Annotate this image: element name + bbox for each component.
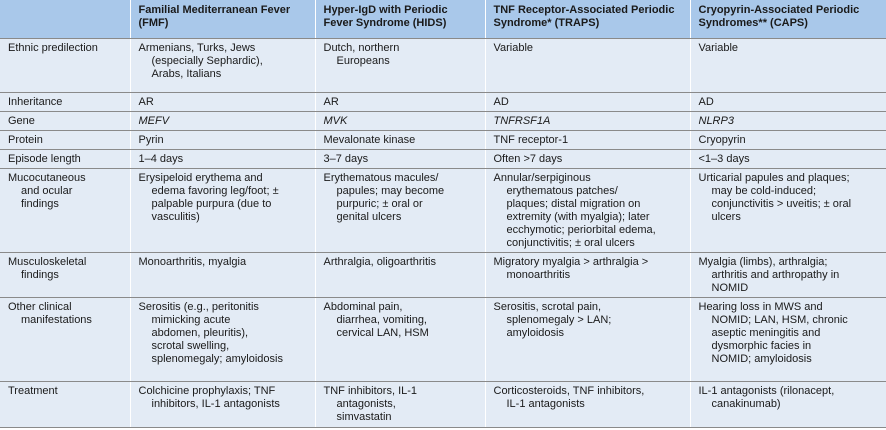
cell-line: AD [493,96,509,108]
cell-mucocutaneous-ocular-findings-fmf [130,169,315,253]
cell-line: 3–7 days [323,153,369,165]
cell-line: palpable purpura (due to [151,198,272,210]
cell-musculoskeletal-findings-fmf [130,253,315,298]
header-corner [0,0,130,39]
cell-line: aseptic meningitis and [711,327,821,339]
cell-line: Armenians, Turks, Jews [138,42,256,54]
cell-mucocutaneous-ocular-findings-caps [690,169,886,253]
cell-line: (especially Sephardic), [151,55,263,67]
cell-line: simvastatin [336,411,392,423]
cell-line: Myalgia (limbs), arthralgia; [698,256,828,268]
cell-protein-fmf [130,131,315,150]
cell-line: and ocular [21,185,73,197]
cell-line: Cryopyrin [698,134,746,146]
cell-line: scrotal swelling, [151,340,230,352]
cell-gene-caps [690,112,886,131]
cell-line: TNF inhibitors, IL-1 [323,385,418,397]
header-row [0,0,886,39]
row-label-gene [0,112,130,131]
cell-line: edema favoring leg/foot; ± [151,185,279,197]
cell-line: IL-1 antagonists (rilonacept, [698,385,835,397]
cell-line: manifestations [21,314,92,326]
cell-ethnic-predilection-caps [690,39,886,93]
row-label-inheritance [0,93,130,112]
cell-episode-length-traps [485,150,690,169]
cell-mucocutaneous-ocular-findings-traps [485,169,690,253]
header-traps: TNF Receptor-Associated Periodic Syndrome* (TRAPS) [485,0,690,39]
cell-treatment-caps [690,382,886,428]
row-protein [0,131,886,150]
cell-line: Inheritance [8,96,63,108]
cell-line: NOMID; LAN, HSM, chronic [711,314,848,326]
row-inheritance [0,93,886,112]
cell-line: AD [698,96,714,108]
header-fmf: Familial Mediterranean Fever (FMF) [130,0,315,39]
cell-line: splenomegaly; amyloidosis [151,353,283,365]
row-ethnic-predilection [0,39,886,93]
row-label-treatment [0,382,130,428]
cell-inheritance-traps [485,93,690,112]
cell-line: mimicking acute [151,314,231,326]
cell-inheritance-caps [690,93,886,112]
cell-line: Treatment [8,385,58,397]
cell-line: vasculitis) [151,211,200,223]
cell-inheritance-hids [315,93,485,112]
cell-line: Serositis, scrotal pain, [493,301,602,313]
row-musculoskeletal-findings [0,253,886,298]
cell-line: Arthralgia, oligoarthritis [323,256,436,268]
cell-line: AR [323,96,339,108]
cell-line: Often >7 days [493,153,563,165]
cell-other-clinical-manifestations-hids [315,298,485,382]
cell-line: Ethnic predilection [8,42,98,54]
cell-line: canakinumab) [711,398,781,410]
cell-other-clinical-manifestations-caps [690,298,886,382]
cell-line: Musculoskeletal [8,256,87,268]
cell-episode-length-fmf [130,150,315,169]
cell-mucocutaneous-ocular-findings-hids [315,169,485,253]
cell-musculoskeletal-findings-caps [690,253,886,298]
cell-gene-traps [485,112,690,131]
cell-line: 1–4 days [138,153,184,165]
cell-ethnic-predilection-traps [485,39,690,93]
cell-other-clinical-manifestations-fmf [130,298,315,382]
cell-line: NLRP3 [698,115,734,127]
header-hids: Hyper-IgD with Periodic Fever Syndrome (HIDS) [315,0,485,39]
cell-line: NOMID [711,282,749,294]
cell-line: AR [138,96,154,108]
cell-line: Europeans [336,55,390,67]
cell-line: Colchicine prophylaxis; TNF [138,385,276,397]
cell-line: diarrhea, vomiting, [336,314,427,326]
cell-gene-hids [315,112,485,131]
cell-line: TNF receptor-1 [493,134,569,146]
cell-protein-hids [315,131,485,150]
cell-line: Mevalonate kinase [323,134,416,146]
cell-musculoskeletal-findings-traps [485,253,690,298]
cell-line: extremity (with myalgia); later [506,211,650,223]
cell-line: dysmorphic facies in [711,340,812,352]
cell-line: erythematous patches/ [506,185,618,197]
cell-ethnic-predilection-fmf [130,39,315,93]
cell-line: <1–3 days [698,153,750,165]
row-label-mucocutaneous-ocular-findings [0,169,130,253]
cell-line: Abdominal pain, [323,301,403,313]
row-label-episode-length [0,150,130,169]
cell-protein-caps [690,131,886,150]
cell-line: Corticosteroids, TNF inhibitors, [493,385,645,397]
cell-line: antagonists, [336,398,396,410]
row-treatment [0,382,886,428]
cell-episode-length-caps [690,150,886,169]
header-caps: Cryopyrin-Associated Periodic Syndromes** (CAPS) [690,0,886,39]
cell-line: monoarthritis [506,269,571,281]
cell-inheritance-fmf [130,93,315,112]
row-label-protein [0,131,130,150]
cell-line: Arabs, Italians [151,68,222,80]
cell-line: inhibitors, IL-1 antagonists [151,398,280,410]
row-mucocutaneous-ocular-findings [0,169,886,253]
row-other-clinical-manifestations [0,298,886,382]
cell-line: Other clinical [8,301,72,313]
cell-line: Erysipeloid erythema and [138,172,263,184]
cell-line: Urticarial papules and plaques; [698,172,850,184]
cell-line: cervical LAN, HSM [336,327,429,339]
cell-line: conjunctivitis; ± oral ulcers [506,237,635,249]
cell-other-clinical-manifestations-traps [485,298,690,382]
cell-treatment-hids [315,382,485,428]
cell-line: MVK [323,115,348,127]
cell-line: genital ulcers [336,211,402,223]
cell-line: IL-1 antagonists [506,398,585,410]
cell-line: may be cold-induced; [711,185,817,197]
cell-line: Hearing loss in MWS and [698,301,823,313]
cell-line: Serositis (e.g., peritonitis [138,301,259,313]
cell-line: conjunctivitis > uveitis; ± oral [711,198,852,210]
cell-line: amyloidosis [506,327,564,339]
cell-line: abdomen, pleuritis), [151,327,249,339]
cell-line: splenomegaly > LAN; [506,314,612,326]
cell-line: Dutch, northern [323,42,400,54]
cell-line: findings [21,269,59,281]
cell-treatment-traps [485,382,690,428]
cell-line: purpuric; ± oral or [336,198,423,210]
cell-line: Mucocutaneous [8,172,86,184]
row-episode-length [0,150,886,169]
cell-musculoskeletal-findings-hids [315,253,485,298]
cell-line: ecchymotic; periorbital edema, [506,224,656,236]
cell-line: TNFRSF1A [493,115,551,127]
cell-line: NOMID; amyloidosis [711,353,812,365]
cell-line: Episode length [8,153,81,165]
cell-line: Protein [8,134,43,146]
cell-line: Gene [8,115,35,127]
cell-line: ulcers [711,211,741,223]
row-gene [0,112,886,131]
row-label-musculoskeletal-findings [0,253,130,298]
cell-line: Pyrin [138,134,164,146]
cell-protein-traps [485,131,690,150]
cell-ethnic-predilection-hids [315,39,485,93]
cell-episode-length-hids [315,150,485,169]
cell-line: Erythematous macules/ [323,172,439,184]
cell-line: papules; may become [336,185,445,197]
cell-treatment-fmf [130,382,315,428]
cell-line: Monoarthritis, myalgia [138,256,247,268]
cell-line: Migratory myalgia > arthralgia > [493,256,649,268]
cell-line: arthritis and arthropathy in [711,269,840,281]
row-label-other-clinical-manifestations [0,298,130,382]
cell-line: plaques; distal migration on [506,198,641,210]
cell-line: Variable [493,42,534,54]
row-label-ethnic-predilection [0,39,130,93]
cell-line: MEFV [138,115,170,127]
cell-line: Variable [698,42,739,54]
cell-line: findings [21,198,59,210]
cell-gene-fmf [130,112,315,131]
cell-line: Annular/serpiginous [493,172,591,184]
